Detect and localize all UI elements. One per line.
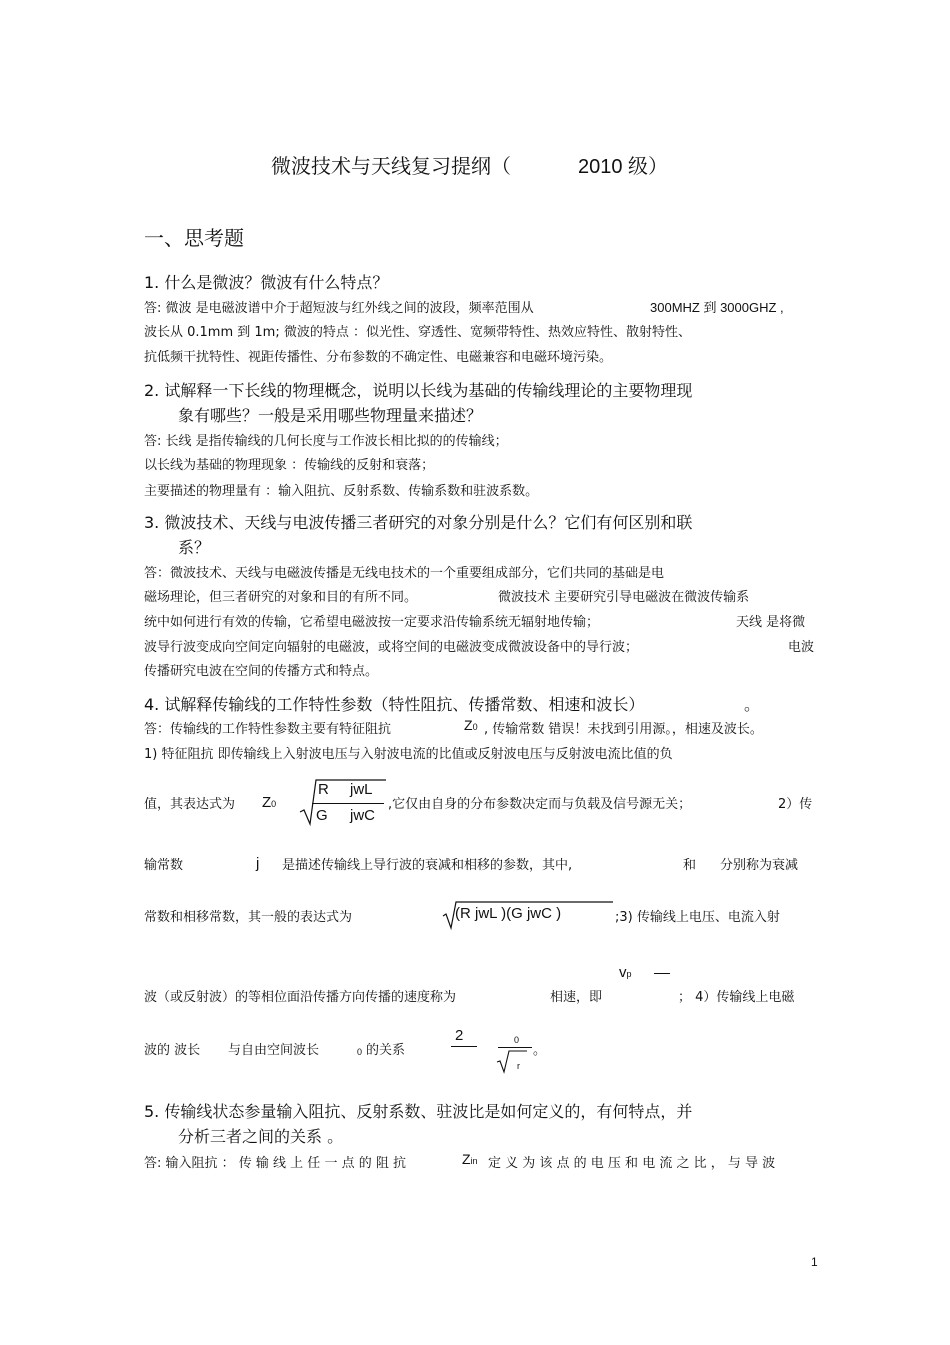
answer-3-line-2b: 微波技术 主要研究引导电磁波在微波传输系 bbox=[498, 590, 750, 605]
page-title bbox=[271, 150, 511, 179]
fraction-two-bar bbox=[451, 1046, 477, 1047]
question-1: 1. 什么是微波？微波有什么特点？ bbox=[144, 273, 389, 292]
question-5-line-1: 5. 传输线状态参量输入阻抗、反射系数、驻波比是如何定义的，有何特点，并 bbox=[144, 1102, 693, 1121]
sqrt-radical-icon bbox=[497, 1050, 529, 1076]
fraction-two: 2 bbox=[455, 1027, 464, 1044]
vp-symbol: vp bbox=[619, 964, 632, 981]
fraction-lambda0-sub: 0 bbox=[514, 1035, 520, 1045]
answer-3-line-1: 答：微波技术、天线与电磁波传播是无线电技术的一个重要组成部分，它们共同的基础是电 bbox=[144, 566, 665, 581]
answer-4-line-4b: 是描述传输线上导行波的衰减和相移的参数，其中, bbox=[282, 858, 573, 873]
answer-4-line-1a: 答：传输线的工作特性参数主要有特征阻抗 bbox=[144, 722, 392, 737]
answer-3-line-4a: 波导行波变成向空间定向辐射的电磁波，或将空间的电磁波变成微波设备中的导行波； bbox=[144, 640, 639, 655]
answer-4-line-7c: 的关系 bbox=[366, 1043, 406, 1058]
answer-1-line-1: 答: 微波 是电磁波谱中介于超短波与红外线之间的波段，频率范围从 bbox=[144, 301, 534, 316]
fraction-epsilon-r-sub: r bbox=[517, 1061, 520, 1071]
answer-4-z: Z0 bbox=[464, 717, 478, 733]
answer-5-line-1a: 答: 输入阻抗 ： 传 输 线 上 任 一 点 的 阻 抗 bbox=[144, 1156, 406, 1171]
answer-4-line-7d: 。 bbox=[533, 1043, 547, 1058]
numerator-jwl: jwL bbox=[350, 781, 373, 798]
answer-4-line-6b: 相速，即 bbox=[550, 990, 603, 1005]
vp-fraction-bar bbox=[654, 973, 670, 974]
zin-symbol: Zin bbox=[462, 1151, 478, 1167]
lambda0-subscript: 0 bbox=[357, 1047, 363, 1057]
answer-4-line-6c: ； 4）传输线上电磁 bbox=[678, 990, 795, 1005]
answer-3-line-2a: 磁场理论，但三者研究的对象和目的有所不同。 bbox=[144, 590, 418, 605]
z0-symbol: Z0 bbox=[262, 794, 277, 811]
question-5-line-2: 分析三者之间的关系 。 bbox=[178, 1127, 344, 1146]
answer-4-line-3a: 值，其表达式为 bbox=[144, 797, 236, 812]
answer-4-line-3c: 2）传 bbox=[778, 797, 813, 812]
j-symbol: j bbox=[256, 855, 260, 872]
denominator-jwc: jwC bbox=[350, 807, 375, 824]
question-4-end: 。 bbox=[744, 695, 761, 714]
answer-4-line-6a: 波（或反射波）的等相位面沿传播方向传播的速度称为 bbox=[144, 990, 457, 1005]
page-number: 1 bbox=[811, 1255, 818, 1269]
question-2-line-2: 象有哪些？一般是采用哪些物理量来描述？ bbox=[178, 406, 483, 425]
answer-4-line-2: 1) 特征阻抗 即传输线上入射波电压与入射波电流的比值或反射波电压与反射波电流比值的负 bbox=[144, 747, 673, 762]
answer-2-line-1: 答: 长线 是指传输线的几何长度与工作波长相比拟的的传输线； bbox=[144, 434, 508, 449]
answer-4-line-5b: ;3) 传输线上电压、电流入射 bbox=[615, 910, 780, 925]
answer-5-line-1b: 定 义 为 该 点 的 电 压 和 电 流 之 比 ， 与 导 波 bbox=[488, 1156, 776, 1171]
answer-4-line-4a: 输常数 bbox=[144, 858, 184, 873]
answer-3-line-5: 传播研究电波在空间的传播方式和特点。 bbox=[144, 664, 379, 679]
answer-3-line-3b: 天线 是将微 bbox=[736, 615, 806, 630]
propagation-expression: (R jwL )(G jwC ) bbox=[455, 905, 562, 922]
question-3-line-1: 3. 微波技术、天线与电波传播三者研究的对象分别是什么？它们有何区别和联 bbox=[144, 513, 693, 532]
title-text: 微波技术与天线复习提纲（ bbox=[271, 154, 511, 178]
answer-2-line-2: 以长线为基础的物理现象 ：传输线的反射和衰落； bbox=[144, 458, 435, 473]
answer-3-line-3a: 统中如何进行有效的传输，它希望电磁波按一定要求沿传输系统无辐射地传输； bbox=[144, 615, 600, 630]
answer-2-line-3: 主要描述的物理量有 ：输入阻抗、反射系数、传输系数和驻波系数。 bbox=[144, 484, 539, 499]
answer-4-line-5a: 常数和相移常数，其一般的表达式为 bbox=[144, 910, 353, 925]
answer-1-line-3: 抗低频干扰特性、视距传播性、分布参数的不确定性、电磁兼容和电磁环境污染。 bbox=[144, 350, 613, 365]
numerator-r: R bbox=[318, 781, 329, 798]
question-2-line-1: 2. 试解释一下长线的物理概念，说明以长线为基础的传输线理论的主要物理现 bbox=[144, 381, 693, 400]
fraction-lambda-bar bbox=[498, 1047, 532, 1048]
question-3-line-2: 系？ bbox=[178, 538, 211, 557]
denominator-g: G bbox=[316, 807, 328, 824]
section-heading: 一、思考题 bbox=[144, 226, 244, 250]
answer-4-line-7b: 与自由空间波长 bbox=[228, 1043, 320, 1058]
answer-3-line-4b: 电波 bbox=[788, 640, 815, 655]
answer-4-line-3b: ,它仅由自身的分布参数决定而与负载及信号源无关； bbox=[388, 797, 692, 812]
question-4: 4. 试解释传输线的工作特性参数（特性阻抗、传播常数、相速和波长） bbox=[144, 695, 645, 714]
answer-1-frequency: 300MHZ 到 3000GHZ , bbox=[650, 300, 784, 315]
answer-1-line-2: 波长从 0.1mm 到 1m; 微波的特点 ：似光性、穿透性、宽频带特性、热效应特性、散射特性、 bbox=[144, 325, 691, 340]
answer-4-line-1b: , 传输常数 错误！未找到引用源。，相速及波长。 bbox=[484, 722, 763, 737]
fraction-bar bbox=[312, 803, 384, 804]
title-year: 2010 级） bbox=[578, 156, 669, 178]
answer-4-line-4d: 分别称为衰减 bbox=[720, 858, 799, 873]
answer-4-line-7a: 波的 波长 bbox=[144, 1043, 201, 1058]
answer-4-line-4c: 和 bbox=[683, 858, 697, 873]
